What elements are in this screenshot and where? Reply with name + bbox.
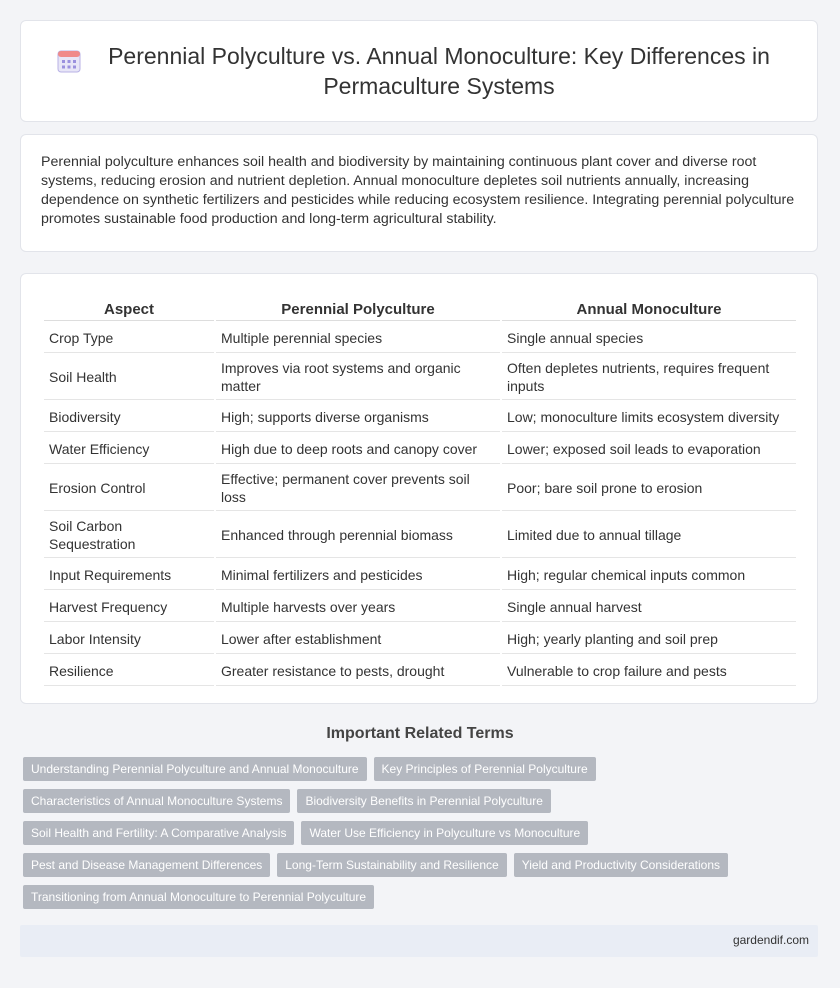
related-term-tag[interactable]: Yield and Productivity Considerations <box>514 853 728 877</box>
cell-annual: Vulnerable to crop failure and pests <box>502 656 796 686</box>
column-header-aspect: Aspect <box>44 296 214 321</box>
related-term-tag[interactable]: Key Principles of Perennial Polyculture <box>374 757 596 781</box>
table-row <box>44 323 796 353</box>
related-term-tag[interactable]: Characteristics of Annual Monoculture Systems <box>23 789 290 813</box>
cell-annual: Low; monoculture limits ecosystem diversity <box>502 402 796 432</box>
cell-aspect: Biodiversity <box>44 402 214 432</box>
related-term-tag[interactable]: Pest and Disease Management Differences <box>23 853 270 877</box>
related-term-tag[interactable]: Biodiversity Benefits in Perennial Polyculture <box>297 789 550 813</box>
intro-card <box>20 134 818 252</box>
cell-perennial: Effective; permanent cover prevents soil loss <box>216 466 500 511</box>
column-header-perennial: Perennial Polyculture <box>216 296 500 321</box>
cell-annual: Single annual species <box>502 323 796 353</box>
page-title: Perennial Polyculture vs. Annual Monoculture: Key Differences in Permaculture Systems <box>108 43 770 99</box>
table-row <box>44 656 796 686</box>
cell-perennial: High; supports diverse organisms <box>216 402 500 432</box>
cell-perennial: Minimal fertilizers and pesticides <box>216 560 500 590</box>
table-row <box>44 513 796 558</box>
table-row <box>44 434 796 464</box>
cell-annual: High; yearly planting and soil prep <box>502 624 796 654</box>
cell-annual: Often depletes nutrients, requires frequent inputs <box>502 355 796 400</box>
column-header-annual: Annual Monoculture <box>502 296 796 321</box>
footer <box>20 925 818 957</box>
comparison-table <box>42 294 798 688</box>
cell-perennial: High due to deep roots and canopy cover <box>216 434 500 464</box>
cell-annual: Poor; bare soil prone to erosion <box>502 466 796 511</box>
table-row <box>44 466 796 511</box>
cell-perennial: Greater resistance to pests, drought <box>216 656 500 686</box>
related-terms-heading: Important Related Terms <box>326 725 514 742</box>
cell-aspect: Water Efficiency <box>44 434 214 464</box>
cell-aspect: Erosion Control <box>44 466 214 511</box>
cell-perennial: Lower after establishment <box>216 624 500 654</box>
comparison-table-card <box>20 273 818 704</box>
cell-perennial: Multiple perennial species <box>216 323 500 353</box>
related-term-tag[interactable]: Soil Health and Fertility: A Comparative Analysis <box>23 821 294 845</box>
cell-aspect: Crop Type <box>44 323 214 353</box>
cell-aspect: Harvest Frequency <box>44 592 214 622</box>
related-term-tag[interactable]: Transitioning from Annual Monoculture to Perennial Polyculture <box>23 885 374 909</box>
cell-annual: Single annual harvest <box>502 592 796 622</box>
table-row <box>44 560 796 590</box>
cell-perennial: Improves via root systems and organic matter <box>216 355 500 400</box>
cell-annual: Limited due to annual tillage <box>502 513 796 558</box>
cell-annual: Lower; exposed soil leads to evaporation <box>502 434 796 464</box>
cell-perennial: Multiple harvests over years <box>216 592 500 622</box>
cell-aspect: Labor Intensity <box>44 624 214 654</box>
table-row <box>44 592 796 622</box>
table-row <box>44 355 796 400</box>
cell-annual: High; regular chemical inputs common <box>502 560 796 590</box>
related-term-tag[interactable]: Understanding Perennial Polyculture and Annual Monoculture <box>23 757 367 781</box>
table-row <box>44 402 796 432</box>
intro-paragraph: Perennial polyculture enhances soil health and biodiversity by maintaining continuous plant cover and diverse root systems, reducing erosion and nutrient depletion. Annual monoculture depletes soil nutrients annually, increasing dependence on synthetic fertilizers and pesticides while reducing ecosystem resilience. Integrating perennial polyculture promotes sustainable food production and long-term agricultural stability. <box>41 154 795 227</box>
cell-perennial: Enhanced through perennial biomass <box>216 513 500 558</box>
related-term-tag[interactable]: Long-Term Sustainability and Resilience <box>277 853 506 877</box>
header-card <box>20 20 818 122</box>
cell-aspect: Soil Health <box>44 355 214 400</box>
cell-aspect: Input Requirements <box>44 560 214 590</box>
cell-aspect: Resilience <box>44 656 214 686</box>
table-row <box>44 624 796 654</box>
related-term-tag[interactable]: Water Use Efficiency in Polyculture vs Monoculture <box>301 821 588 845</box>
related-terms-list <box>23 757 803 917</box>
footer-site-link[interactable]: gardendif.com <box>732 933 809 947</box>
cell-aspect: Soil Carbon Sequestration <box>44 513 214 558</box>
table-header-row <box>44 296 796 321</box>
